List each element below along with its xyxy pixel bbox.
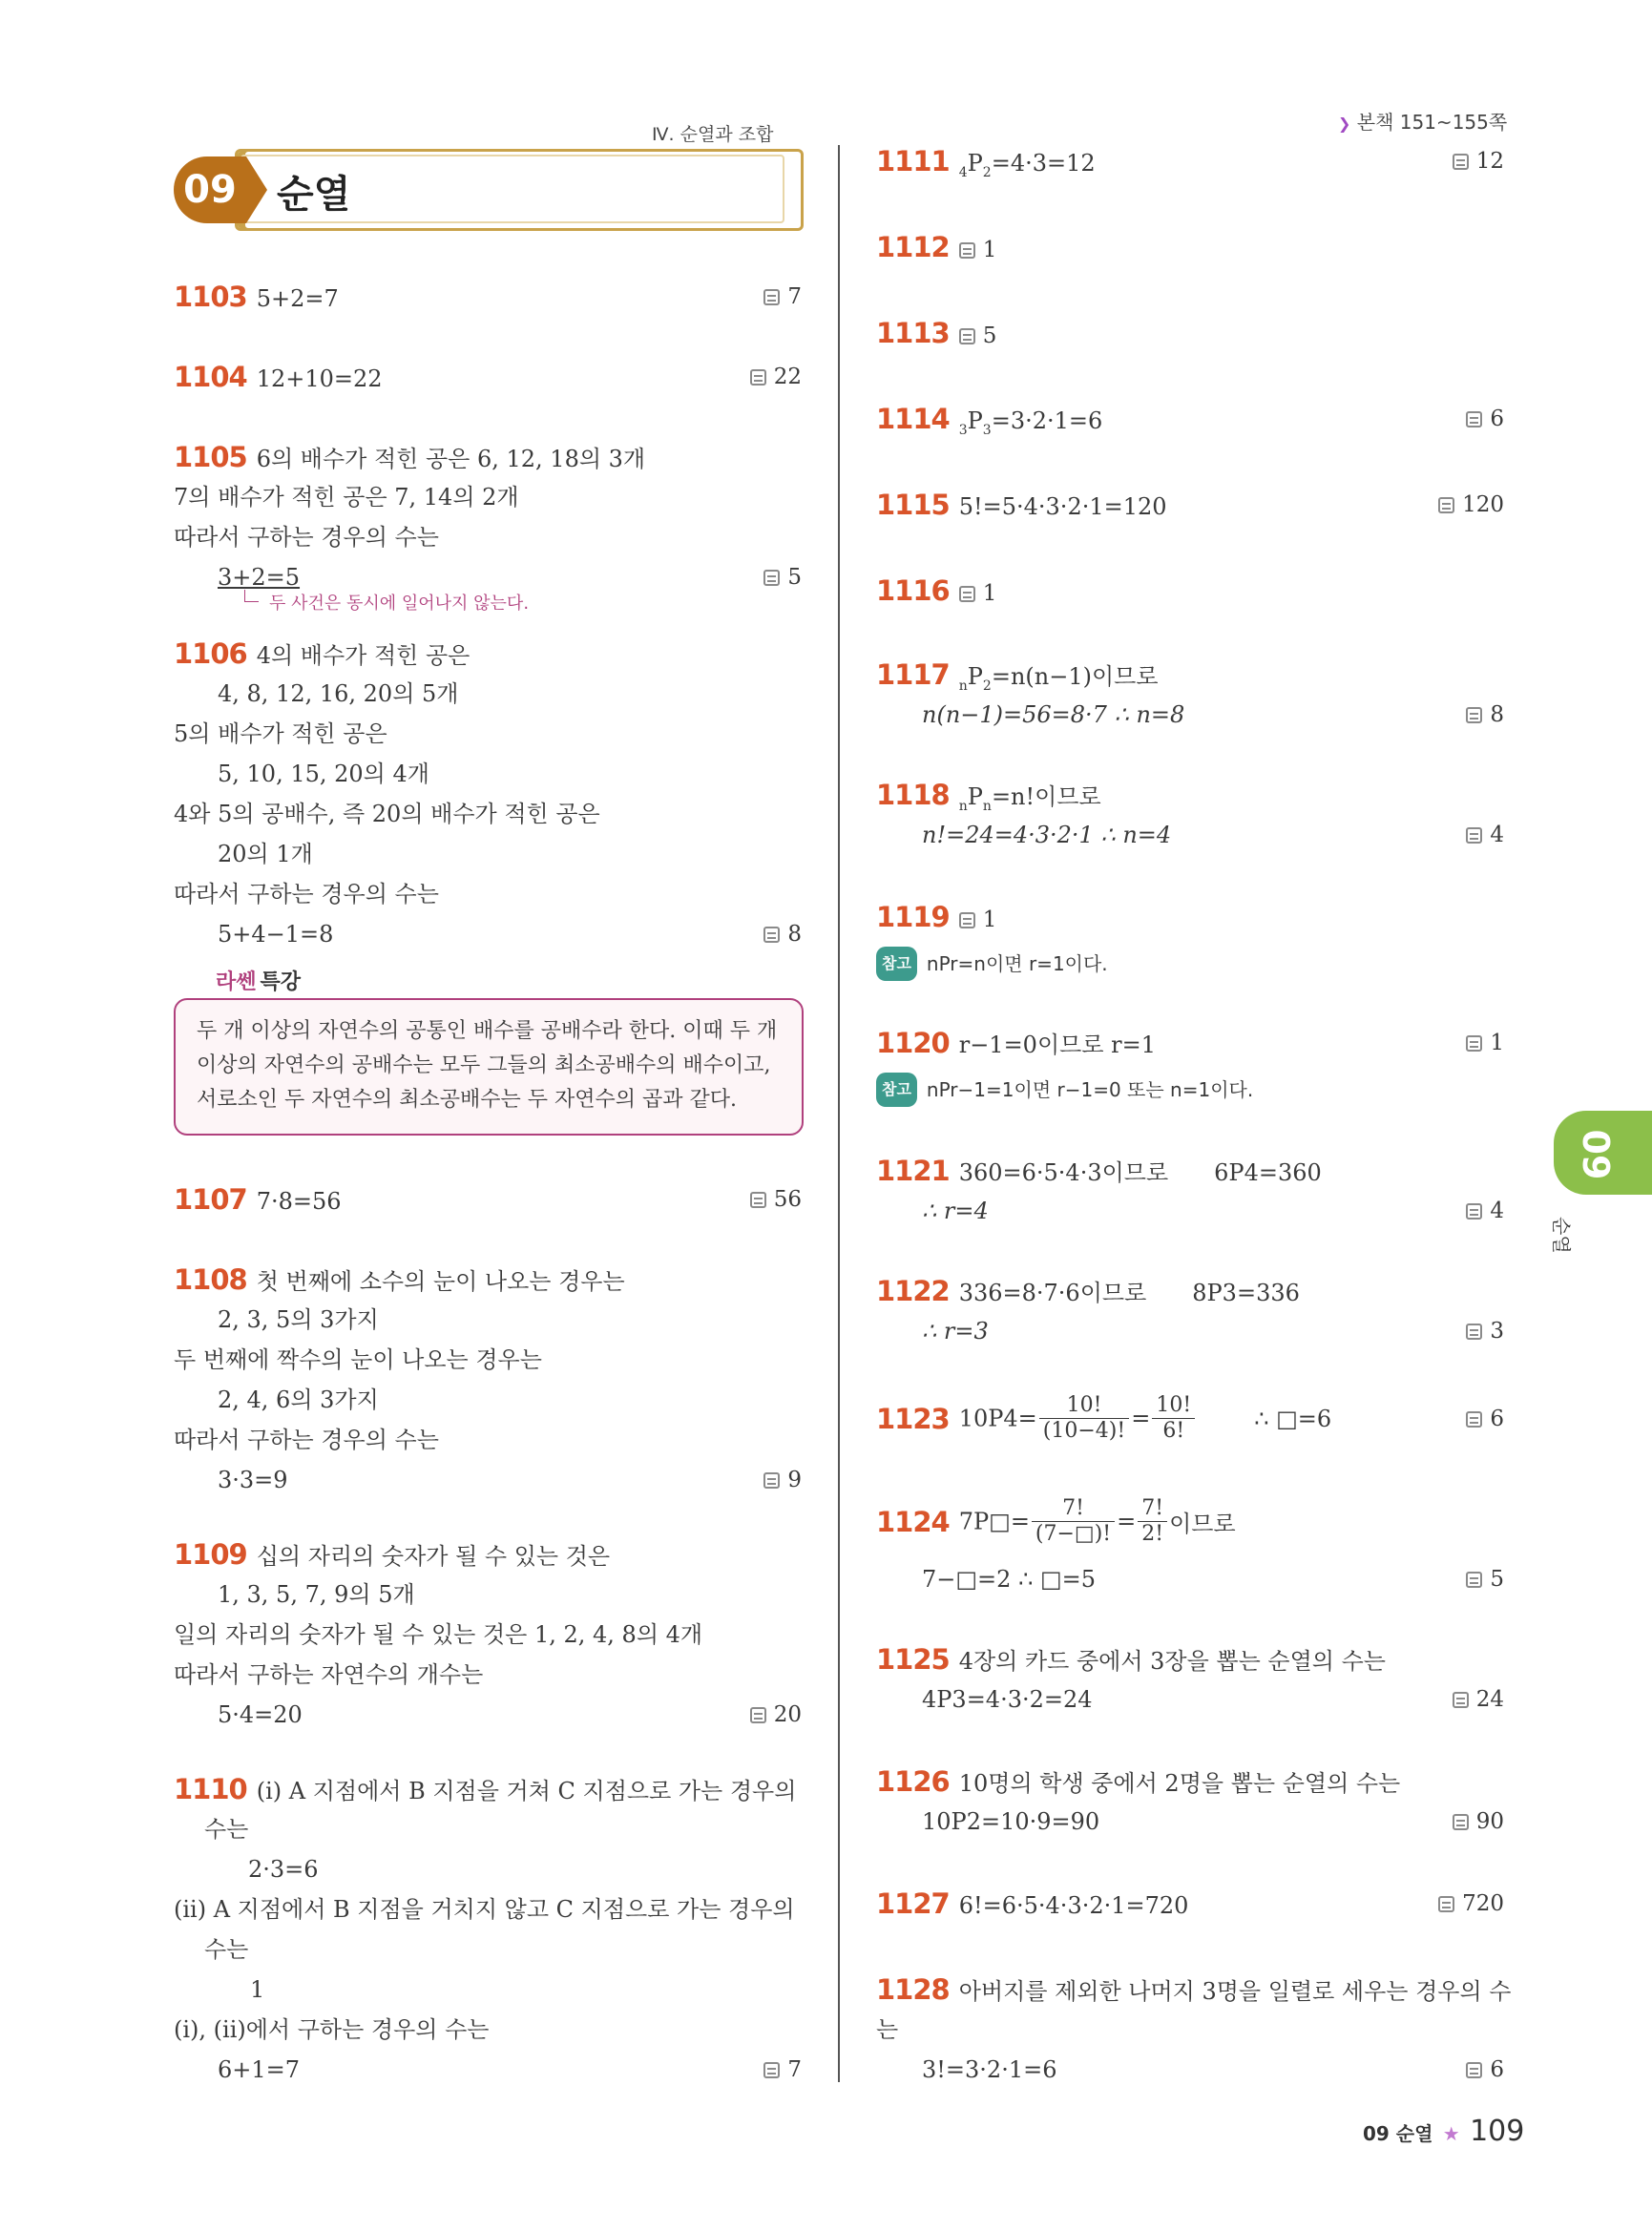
answer-icon xyxy=(750,1707,766,1723)
side-tab-label: 순열 xyxy=(1550,1217,1573,1254)
answer-1106: 8 xyxy=(744,918,802,950)
answer-icon xyxy=(750,1192,766,1208)
problem-1106-line: 따라서 구하는 경우의 수는 xyxy=(174,881,439,907)
answer-icon xyxy=(959,586,975,602)
special-lecture-text: 두 개 이상의 자연수의 공통인 배수를 공배수라 한다. 이때 두 개 xyxy=(197,1019,778,1043)
side-tab-number: 09 xyxy=(1575,1129,1617,1180)
problem-1108-line: 두 번째에 짝수의 눈이 나오는 경우는 xyxy=(174,1346,542,1373)
problem-1105-line: 7의 배수가 적힌 공은 7, 14의 2개 xyxy=(174,484,519,511)
answer-icon xyxy=(763,927,780,943)
answer-icon xyxy=(1453,1814,1469,1830)
problem-1106: 1106 4의 배수가 적힌 공은 xyxy=(174,637,471,670)
problem-1110-line: (ii) A 지점에서 B 지점을 거치지 않고 C 지점으로 가는 경우의 xyxy=(174,1896,795,1923)
problem-1108-line: 따라서 구하는 경우의 수는 xyxy=(174,1427,439,1453)
problem-1106-line: 5의 배수가 적힌 공은 xyxy=(174,720,387,747)
problem-1110: 1110 (i) A 지점에서 B 지점을 거쳐 C 지점으로 가는 경우의 xyxy=(174,1773,797,1805)
problem-1124-line: 7−□=2 ∴ □=5 xyxy=(922,1566,1097,1593)
problem-1108: 1108 첫 번째에 소수의 눈이 나오는 경우는 xyxy=(174,1263,625,1296)
problem-1107: 1107 7·8=56 xyxy=(174,1183,342,1216)
problem-1110-line: 2·3=6 xyxy=(248,1856,319,1883)
problem-1109-line: 일의 자리의 숫자가 될 수 있는 것은 1, 2, 4, 8의 4개 xyxy=(174,1621,703,1648)
problem-1122-line: ∴ r=3 xyxy=(922,1318,989,1345)
problem-1106-line: 5+4−1=8 xyxy=(218,921,334,948)
problem-1126-line: 10P2=10·9=90 xyxy=(922,1808,1100,1835)
problem-1105: 1105 6의 배수가 적힌 공은 6, 12, 18의 3개 xyxy=(174,441,646,473)
page-reference: ❯ 본책 151~155쪽 xyxy=(1338,111,1508,134)
problem-1123: 1123 10P4= $\frac{10!}{(10-4)!}$ = $\frac{10!}{6!}$ ∴ □=6 xyxy=(876,1393,1332,1443)
problem-1106-line: 4와 5의 공배수, 즉 20의 배수가 적힌 공은 xyxy=(174,801,600,827)
star-icon: ★ xyxy=(1442,2122,1460,2145)
problem-1122: 1122 336=8·7·6이므로 8P3=336 xyxy=(876,1275,1300,1307)
problem-1117: 1117 $_nP_2=n(n-1)$이므로 xyxy=(876,658,1159,694)
answer-1115: 120 xyxy=(1418,489,1504,521)
problem-1117-line: n(n−1)=56=8·7 ∴ n=8 xyxy=(922,701,1185,728)
problem-1119: 1119 1 xyxy=(876,901,997,933)
answer-1120: 1 xyxy=(1447,1027,1504,1059)
column-divider xyxy=(838,145,840,2082)
answer-icon xyxy=(763,2062,780,2078)
answer-1124: 5 xyxy=(1447,1563,1504,1595)
answer-icon xyxy=(1466,1411,1482,1428)
answer-icon xyxy=(1466,2062,1482,2078)
problem-1121-line: ∴ r=4 xyxy=(922,1198,989,1224)
problem-1110-line: 1 xyxy=(250,1976,265,2003)
problem-1110-line: 수는 xyxy=(204,1816,249,1843)
problem-1115: 1115 5!=5·4·3·2·1=120 xyxy=(876,489,1167,521)
problem-1109-line: 5·4=20 xyxy=(218,1701,303,1728)
answer-1104: 22 xyxy=(725,361,802,393)
answer-icon xyxy=(1466,1324,1482,1340)
special-lecture-text: 이상의 자연수의 공배수는 모두 그들의 최소공배수의 배수이고, xyxy=(197,1053,771,1077)
page-footer: 09 순열 ★ 109 xyxy=(1363,2115,1525,2148)
problem-1124: 1124 7P□= $\frac{7!}{(7-□)!}$ = $\frac{7!}{2!}$ 이므로 xyxy=(876,1496,1236,1546)
answer-icon xyxy=(1453,154,1469,170)
problem-1113: 1113 5 xyxy=(876,317,997,349)
answer-icon xyxy=(959,912,975,928)
answer-1127: 720 xyxy=(1418,1887,1504,1920)
answer-1114: 6 xyxy=(1447,403,1504,435)
problem-1111: 1111 $_4P_2=4\cdot 3=12$ xyxy=(876,145,1096,180)
problem-1110-line: 6+1=7 xyxy=(218,2056,301,2083)
problem-1118-line: n!=24=4·3·2·1 ∴ n=4 xyxy=(922,822,1172,848)
note-1105: 두 사건은 동시에 일어나지 않는다. xyxy=(269,594,530,614)
arrow-icon: ❯ xyxy=(1338,115,1351,133)
answer-1125: 24 xyxy=(1428,1683,1504,1716)
problem-1103: 1103 5+2=7 xyxy=(174,281,339,313)
problem-1121: 1121 360=6·5·4·3이므로 6P4=360 xyxy=(876,1155,1322,1187)
answer-icon xyxy=(959,242,975,259)
problem-1125-line: 4P3=4·3·2=24 xyxy=(922,1686,1093,1713)
problem-1105-line: 3+2=5 xyxy=(218,564,301,591)
problem-1112: 1112 1 xyxy=(876,231,997,263)
answer-1123: 6 xyxy=(1447,1403,1504,1435)
answer-1109: 20 xyxy=(725,1699,802,1731)
answer-icon xyxy=(763,570,780,586)
answer-1110: 7 xyxy=(744,2054,802,2086)
problem-1116: 1116 1 xyxy=(876,574,997,607)
answer-icon xyxy=(750,369,766,386)
tip-1119: 참고 nPr=n이면 r=1이다. xyxy=(876,947,1108,981)
problem-1109-line: 1, 3, 5, 7, 9의 5개 xyxy=(218,1581,415,1608)
tip-1120: 참고 nPr−1=1이면 r−1=0 또는 n=1이다. xyxy=(876,1073,1253,1107)
problem-1106-line: 20의 1개 xyxy=(218,841,313,867)
chapter-title: 순열 xyxy=(277,173,351,217)
problem-1106-line: 4, 8, 12, 16, 20의 5개 xyxy=(218,680,459,707)
note-bracket xyxy=(244,590,259,602)
problem-1128: 1128 아버지를 제외한 나머지 3명을 일렬로 세우는 경우의 수 xyxy=(876,1973,1512,2006)
problem-1114: 1114 $_3P_3=3\cdot 2\cdot 1=6$ xyxy=(876,403,1103,438)
answer-1122: 3 xyxy=(1447,1315,1504,1347)
special-lecture-text: 서로소인 두 자연수의 최소공배수는 두 자연수의 곱과 같다. xyxy=(197,1088,737,1112)
answer-1105: 5 xyxy=(744,561,802,594)
answer-1107: 56 xyxy=(725,1183,802,1216)
problem-1127: 1127 6!=6·5·4·3·2·1=720 xyxy=(876,1887,1189,1920)
chapter-badge-arrow xyxy=(246,156,267,223)
problem-1125: 1125 4장의 카드 중에서 3장을 뽑는 순열의 수는 xyxy=(876,1643,1386,1676)
answer-1118: 4 xyxy=(1447,819,1504,851)
problem-1105-line: 따라서 구하는 경우의 수는 xyxy=(174,524,439,551)
problem-1108-line: 3·3=9 xyxy=(218,1467,288,1493)
problem-1109: 1109 십의 자리의 숫자가 될 수 있는 것은 xyxy=(174,1538,611,1571)
problem-1110-line: (i), (ii)에서 구하는 경우의 수는 xyxy=(174,2016,490,2043)
problem-1120: 1120 r−1=0이므로 r=1 xyxy=(876,1027,1156,1059)
problem-1118: 1118 $_nP_n=n$!이므로 xyxy=(876,779,1101,814)
answer-icon xyxy=(959,328,975,344)
answer-icon xyxy=(1453,1692,1469,1708)
answer-icon xyxy=(1438,1896,1454,1912)
answer-1108: 9 xyxy=(744,1464,802,1496)
answer-icon xyxy=(1438,497,1454,513)
answer-icon xyxy=(1466,707,1482,723)
answer-icon xyxy=(1466,411,1482,427)
problem-1106-line: 5, 10, 15, 20의 4개 xyxy=(218,761,429,787)
problem-1108-line: 2, 3, 5의 3가지 xyxy=(218,1306,379,1333)
answer-icon xyxy=(1466,1035,1482,1052)
problem-1110-line: 수는 xyxy=(204,1936,249,1963)
answer-icon xyxy=(1466,827,1482,844)
problem-1104: 1104 12+10=22 xyxy=(174,361,383,393)
part-label: Ⅳ. 순열과 조합 xyxy=(652,124,774,145)
answer-1121: 4 xyxy=(1447,1195,1504,1227)
problem-1108-line: 2, 4, 6의 3가지 xyxy=(218,1387,379,1413)
answer-1117: 8 xyxy=(1447,698,1504,731)
answer-icon xyxy=(1466,1572,1482,1588)
chapter-number-badge: 09 xyxy=(174,156,246,223)
answer-1111: 12 xyxy=(1428,145,1504,177)
answer-icon xyxy=(763,289,780,305)
problem-1128-line: 3!=3·2·1=6 xyxy=(922,2056,1057,2083)
answer-1128: 6 xyxy=(1447,2054,1504,2086)
answer-icon xyxy=(1466,1203,1482,1220)
special-lecture-label: 라쎈 특강 xyxy=(216,970,302,994)
answer-1103: 7 xyxy=(744,281,802,313)
problem-1126: 1126 10명의 학생 중에서 2명을 뽑는 순열의 수는 xyxy=(876,1765,1401,1798)
answer-1126: 90 xyxy=(1428,1805,1504,1838)
problem-1128-line: 는 xyxy=(876,2016,899,2043)
problem-1109-line: 따라서 구하는 자연수의 개수는 xyxy=(174,1661,484,1688)
answer-icon xyxy=(763,1472,780,1489)
